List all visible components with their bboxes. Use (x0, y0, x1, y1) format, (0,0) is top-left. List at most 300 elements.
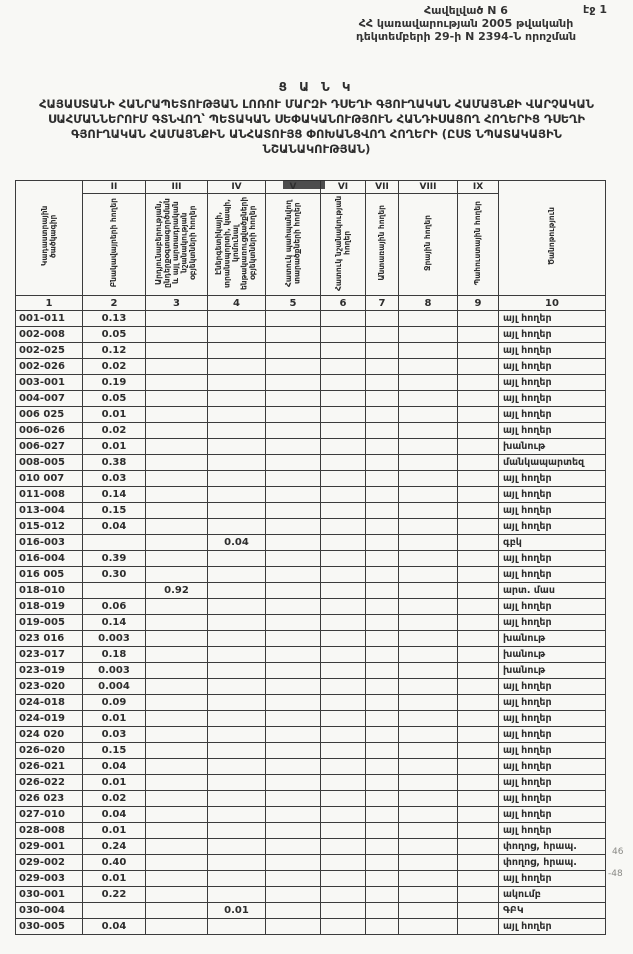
area-value-cell (366, 375, 399, 391)
area-value-cell: 0.01 (83, 407, 146, 423)
cadastral-code-cell: 016-003 (16, 535, 83, 551)
area-value-cell (321, 839, 366, 855)
note-cell: փողոց, հրապ. (499, 839, 606, 855)
cadastral-code-cell: 013-004 (16, 503, 83, 519)
header-notes (499, 181, 606, 296)
area-value-cell (146, 455, 208, 471)
area-value-cell (399, 903, 458, 919)
area-value-cell (321, 311, 366, 327)
area-value-cell: 0.003 (83, 663, 146, 679)
area-value-cell (321, 567, 366, 583)
area-value-cell (208, 631, 266, 647)
table-row (16, 535, 606, 551)
area-value-cell (146, 423, 208, 439)
cadastral-code-cell: 029-003 (16, 871, 83, 887)
area-value-cell: 0.15 (83, 503, 146, 519)
area-value-cell (458, 855, 499, 871)
area-value-cell (208, 391, 266, 407)
column-number: 5 (266, 296, 321, 311)
area-value-cell (208, 775, 266, 791)
table-row (16, 567, 606, 583)
note-cell: այլ հողեր (499, 759, 606, 775)
area-value-cell (399, 423, 458, 439)
area-value-cell (458, 359, 499, 375)
area-value-cell (208, 823, 266, 839)
area-value-cell (366, 551, 399, 567)
area-value-cell: 0.40 (83, 855, 146, 871)
area-value-cell: 0.06 (83, 599, 146, 615)
note-cell: այլ հողեր (499, 487, 606, 503)
header-special-purpose-lands (321, 194, 366, 296)
area-value-cell (399, 919, 458, 935)
area-value-cell: 0.01 (83, 775, 146, 791)
roman-numeral: III (146, 181, 208, 194)
cadastral-code-cell: 030-001 (16, 887, 83, 903)
area-value-cell: 0.12 (83, 343, 146, 359)
area-value-cell (399, 311, 458, 327)
area-value-cell (366, 599, 399, 615)
note-cell: այլ հողեր (499, 391, 606, 407)
area-value-cell (321, 615, 366, 631)
area-value-cell (146, 823, 208, 839)
area-value-cell (146, 887, 208, 903)
area-value-cell (146, 343, 208, 359)
area-value-cell (366, 471, 399, 487)
area-value-cell (399, 487, 458, 503)
column-number: 10 (499, 296, 606, 311)
table-row (16, 375, 606, 391)
cadastral-code-cell: 026-020 (16, 743, 83, 759)
gov-decision-line1: ՀՀ կառավարության 2005 թվականի (358, 17, 574, 30)
table-row (16, 727, 606, 743)
area-value-cell (266, 455, 321, 471)
cadastral-code-cell: 026 023 (16, 791, 83, 807)
area-value-cell: 0.01 (83, 711, 146, 727)
cadastral-code-cell: 030-004 (16, 903, 83, 919)
area-value-cell (266, 743, 321, 759)
area-value-cell (399, 631, 458, 647)
table-row (16, 439, 606, 455)
area-value-cell: 0.04 (208, 535, 266, 551)
area-value-cell (366, 487, 399, 503)
area-value-cell (366, 791, 399, 807)
area-value-cell (266, 807, 321, 823)
area-value-cell (208, 439, 266, 455)
area-value-cell (208, 359, 266, 375)
area-value-cell (399, 711, 458, 727)
table-row (16, 615, 606, 631)
area-value-cell (208, 807, 266, 823)
area-value-cell: 0.30 (83, 567, 146, 583)
area-value-cell (208, 327, 266, 343)
roman-numeral: II (83, 181, 146, 194)
cadastral-code-cell: 024 020 (16, 727, 83, 743)
area-value-cell (208, 919, 266, 935)
area-value-cell (146, 807, 208, 823)
area-value-cell (458, 807, 499, 823)
area-value-cell (208, 647, 266, 663)
area-value-cell (146, 327, 208, 343)
note-cell: այլ հողեր (499, 807, 606, 823)
header-residential-lands (83, 194, 146, 296)
area-value-cell (208, 839, 266, 855)
area-value-cell (366, 583, 399, 599)
cadastral-code-cell: 004-007 (16, 391, 83, 407)
area-value-cell (266, 551, 321, 567)
area-value-cell (321, 647, 366, 663)
note-cell: այլ հողեր (499, 711, 606, 727)
area-value-cell (266, 423, 321, 439)
header-label: Ծանոթություն (546, 207, 556, 265)
area-value-cell (321, 727, 366, 743)
area-value-cell (458, 407, 499, 423)
area-value-cell (321, 599, 366, 615)
cadastral-code-cell: 002-026 (16, 359, 83, 375)
area-value-cell (208, 503, 266, 519)
area-value-cell (146, 791, 208, 807)
area-value-cell: 0.13 (83, 311, 146, 327)
area-value-cell (208, 711, 266, 727)
roman-numeral: VI (321, 181, 366, 194)
area-value-cell (399, 375, 458, 391)
area-value-cell (208, 887, 266, 903)
table-row (16, 775, 606, 791)
area-value-cell (208, 311, 266, 327)
header-label: Արդյունաբերության, ընդերքօգտագործման և այլ արտադրական նշանակության օբյեկտների հողեր (154, 198, 198, 288)
area-value-cell (266, 599, 321, 615)
area-value-cell (366, 727, 399, 743)
area-value-cell (458, 503, 499, 519)
area-value-cell (266, 567, 321, 583)
area-value-cell (458, 471, 499, 487)
area-value-cell (366, 887, 399, 903)
header-reserve-lands (458, 194, 499, 296)
table-row (16, 359, 606, 375)
area-value-cell (266, 679, 321, 695)
cadastral-code-cell: 001-011 (16, 311, 83, 327)
area-value-cell: 0.01 (83, 823, 146, 839)
area-value-cell: 0.02 (83, 423, 146, 439)
area-value-cell: 0.02 (83, 359, 146, 375)
area-value-cell (266, 327, 321, 343)
area-value-cell (321, 743, 366, 759)
area-value-cell (266, 519, 321, 535)
area-value-cell (458, 711, 499, 727)
area-value-cell (208, 375, 266, 391)
area-value-cell (366, 679, 399, 695)
table-row (16, 759, 606, 775)
table-row (16, 919, 606, 935)
area-value-cell (366, 743, 399, 759)
area-value-cell (208, 583, 266, 599)
table-body (16, 311, 606, 935)
area-value-cell (146, 775, 208, 791)
cadastral-code-cell: 023-017 (16, 647, 83, 663)
table-row (16, 455, 606, 471)
header-label: Էներգետիկայի, տրանսպորտի, կապի, կոմունալ ենթակառուցվածքների օբյեկտների հողեր (214, 196, 258, 290)
area-value-cell (399, 743, 458, 759)
area-value-cell (266, 839, 321, 855)
cadastral-code-cell: 029-002 (16, 855, 83, 871)
note-cell: խանութ (499, 663, 606, 679)
note-cell: այլ հողեր (499, 679, 606, 695)
area-value-cell (146, 567, 208, 583)
area-value-cell (399, 407, 458, 423)
area-value-cell (146, 871, 208, 887)
area-value-cell (458, 903, 499, 919)
area-value-cell (146, 647, 208, 663)
page-number: էջ 1 (583, 3, 607, 16)
area-value-cell (208, 791, 266, 807)
area-value-cell (83, 583, 146, 599)
area-value-cell (266, 823, 321, 839)
area-value-cell (321, 903, 366, 919)
area-value-cell (458, 343, 499, 359)
note-cell: այլ հողեր (499, 823, 606, 839)
header-industrial-lands (146, 194, 208, 296)
area-value-cell: 0.05 (83, 327, 146, 343)
note-cell: խանութ (499, 439, 606, 455)
area-value-cell (321, 375, 366, 391)
area-value-cell (399, 567, 458, 583)
cadastral-code-cell: 027-010 (16, 807, 83, 823)
table-row (16, 663, 606, 679)
area-value-cell (266, 311, 321, 327)
area-value-cell (321, 583, 366, 599)
cadastral-code-cell: 015-012 (16, 519, 83, 535)
area-value-cell (366, 439, 399, 455)
area-value-cell (399, 887, 458, 903)
area-value-cell (399, 823, 458, 839)
area-value-cell: 0.04 (83, 807, 146, 823)
column-number: 4 (208, 296, 266, 311)
area-value-cell: 0.39 (83, 551, 146, 567)
header-label: Կադաստրային ծածկագիր (39, 205, 57, 267)
appendix-header (320, 4, 612, 43)
table-row (16, 631, 606, 647)
area-value-cell (458, 327, 499, 343)
area-value-cell (321, 775, 366, 791)
area-value-cell (321, 887, 366, 903)
area-value-cell (399, 647, 458, 663)
area-value-cell (208, 487, 266, 503)
note-cell: այլ հողեր (499, 327, 606, 343)
area-value-cell (321, 711, 366, 727)
area-value-cell: 0.05 (83, 391, 146, 407)
area-value-cell (458, 615, 499, 631)
area-value-cell (146, 839, 208, 855)
table-header (16, 181, 606, 311)
area-value-cell (146, 519, 208, 535)
table-row (16, 855, 606, 871)
cadastral-code-cell: 023-019 (16, 663, 83, 679)
area-value-cell (266, 487, 321, 503)
note-cell: այլ հողեր (499, 343, 606, 359)
appendix-line: Հավելված N 6 (424, 4, 508, 17)
column-number: 6 (321, 296, 366, 311)
note-cell: գբկ (499, 535, 606, 551)
note-cell: այլ հողեր (499, 311, 606, 327)
area-value-cell (458, 535, 499, 551)
note-cell: այլ հողեր (499, 423, 606, 439)
area-value-cell (146, 855, 208, 871)
area-value-cell (321, 487, 366, 503)
area-value-cell (266, 343, 321, 359)
area-value-cell (399, 535, 458, 551)
area-value-cell (266, 695, 321, 711)
area-value-cell (399, 727, 458, 743)
area-value-cell (399, 359, 458, 375)
header-cadastral-code (16, 181, 83, 296)
area-value-cell (458, 551, 499, 567)
table-row (16, 903, 606, 919)
note-cell: այլ հողեր (499, 471, 606, 487)
title-line4: ՆՇԱՆԱԿՈՒԹՅԱՆ) (262, 142, 371, 156)
note-cell: ԳԲԿ (499, 903, 606, 919)
area-value-cell (146, 743, 208, 759)
area-value-cell: 0.01 (208, 903, 266, 919)
area-value-cell (321, 455, 366, 471)
area-value-cell (146, 487, 208, 503)
cadastral-code-cell: 024-019 (16, 711, 83, 727)
table-row (16, 887, 606, 903)
area-value-cell (146, 919, 208, 935)
area-value-cell (458, 759, 499, 775)
area-value-cell (321, 791, 366, 807)
area-value-cell (458, 823, 499, 839)
area-value-cell (321, 919, 366, 935)
cadastral-code-cell: 003-001 (16, 375, 83, 391)
area-value-cell: 0.38 (83, 455, 146, 471)
area-value-cell (458, 663, 499, 679)
title-line2: ՍԱՀՄԱՆՆԵՐՈՒՄ ԳՏՆՎՈՂ՝ ՊԵՏԱԿԱՆ ՍԵՓԱԿԱՆՈՒԹՅՈՒՆ ՀԱՆԴԻՍԱՑՈՂ ՀՈՂԵՐԻՑ ԴՍԵՂԻ (47, 112, 586, 126)
area-value-cell (458, 599, 499, 615)
area-value-cell (321, 807, 366, 823)
area-value-cell (321, 631, 366, 647)
area-value-cell (208, 455, 266, 471)
area-value-cell (366, 775, 399, 791)
area-value-cell (266, 471, 321, 487)
document-title (0, 80, 633, 157)
area-value-cell (266, 359, 321, 375)
title-heading: Ց Ա Ն Կ (278, 80, 355, 94)
area-value-cell (208, 615, 266, 631)
area-value-cell (399, 455, 458, 471)
note-cell: այլ հողեր (499, 407, 606, 423)
area-value-cell (146, 535, 208, 551)
area-value-cell (266, 711, 321, 727)
margin-mark: 46 (612, 847, 624, 857)
area-value-cell (366, 423, 399, 439)
area-value-cell: 0.04 (83, 759, 146, 775)
cadastral-code-cell: 011-008 (16, 487, 83, 503)
scan-artifact (283, 180, 325, 189)
area-value-cell (83, 903, 146, 919)
area-value-cell (366, 871, 399, 887)
area-value-cell (321, 823, 366, 839)
area-value-cell (366, 567, 399, 583)
area-value-cell (321, 551, 366, 567)
area-value-cell (366, 343, 399, 359)
column-number: 3 (146, 296, 208, 311)
area-value-cell (366, 503, 399, 519)
area-value-cell (399, 551, 458, 567)
area-value-cell (458, 311, 499, 327)
gov-decision-line2: դեկտեմբերի 29-ի N 2394-Ն որոշման (355, 30, 577, 43)
column-number: 1 (16, 296, 83, 311)
cadastral-code-cell: 030-005 (16, 919, 83, 935)
area-value-cell (399, 791, 458, 807)
area-value-cell (366, 391, 399, 407)
area-value-cell (83, 535, 146, 551)
area-value-cell (146, 615, 208, 631)
note-cell: խանութ (499, 631, 606, 647)
area-value-cell (458, 775, 499, 791)
cadastral-code-cell: 028-008 (16, 823, 83, 839)
area-value-cell (458, 727, 499, 743)
area-value-cell (208, 743, 266, 759)
title-line3: ԳՅՈՒՂԱԿԱՆ ՀԱՄԱՅՆՔԻՆ ԱՆՀԱՏՈՒՅՑ ՓՈԽԱՆՑՎՈՂ ՀՈՂԵՐԻ (ԸՍՏ ՆՊԱՏԱԿԱՅԻՆ (71, 127, 562, 141)
area-value-cell (366, 615, 399, 631)
table-row (16, 327, 606, 343)
cadastral-code-cell: 016-004 (16, 551, 83, 567)
table-row (16, 647, 606, 663)
cadastral-code-cell: 006-027 (16, 439, 83, 455)
area-value-cell (458, 919, 499, 935)
header-label: Անտառային հողեր (376, 205, 386, 281)
header-label: Պահուստային հողեր (472, 200, 482, 286)
table-row (16, 311, 606, 327)
area-value-cell (458, 487, 499, 503)
table-row (16, 343, 606, 359)
area-value-cell: 0.003 (83, 631, 146, 647)
note-cell: այլ հողեր (499, 567, 606, 583)
area-value-cell (146, 311, 208, 327)
table-row (16, 407, 606, 423)
area-value-cell: 0.01 (83, 439, 146, 455)
cadastral-code-cell: 024-018 (16, 695, 83, 711)
area-value-cell (146, 359, 208, 375)
title-line1: ՀԱՅԱՍՏԱՆԻ ՀԱՆՐԱՊԵՏՈՒԹՅԱՆ ԼՈՌՈՒ ՄԱՐԶԻ ԴՍԵՂԻ ԳՅՈՒՂԱԿԱՆ ՀԱՄԱՅՆՔԻ ՎԱՐՉԱԿԱՆ (39, 97, 594, 111)
area-value-cell (146, 471, 208, 487)
cadastral-code-cell: 023-020 (16, 679, 83, 695)
area-value-cell (366, 455, 399, 471)
area-value-cell (146, 695, 208, 711)
note-cell: այլ հողեր (499, 791, 606, 807)
table-row (16, 391, 606, 407)
area-value-cell (208, 679, 266, 695)
area-value-cell (146, 551, 208, 567)
area-value-cell (399, 855, 458, 871)
area-value-cell (266, 647, 321, 663)
area-value-cell (266, 919, 321, 935)
area-value-cell (366, 519, 399, 535)
area-value-cell (321, 535, 366, 551)
table-row (16, 679, 606, 695)
area-value-cell (321, 407, 366, 423)
area-value-cell (321, 759, 366, 775)
note-cell: խանութ (499, 647, 606, 663)
area-value-cell (146, 711, 208, 727)
note-cell: այլ հողեր (499, 919, 606, 935)
area-value-cell (146, 503, 208, 519)
area-value-cell (208, 471, 266, 487)
cadastral-code-cell: 002-025 (16, 343, 83, 359)
area-value-cell (208, 343, 266, 359)
area-value-cell (208, 871, 266, 887)
table-row (16, 839, 606, 855)
cadastral-code-cell: 019-005 (16, 615, 83, 631)
